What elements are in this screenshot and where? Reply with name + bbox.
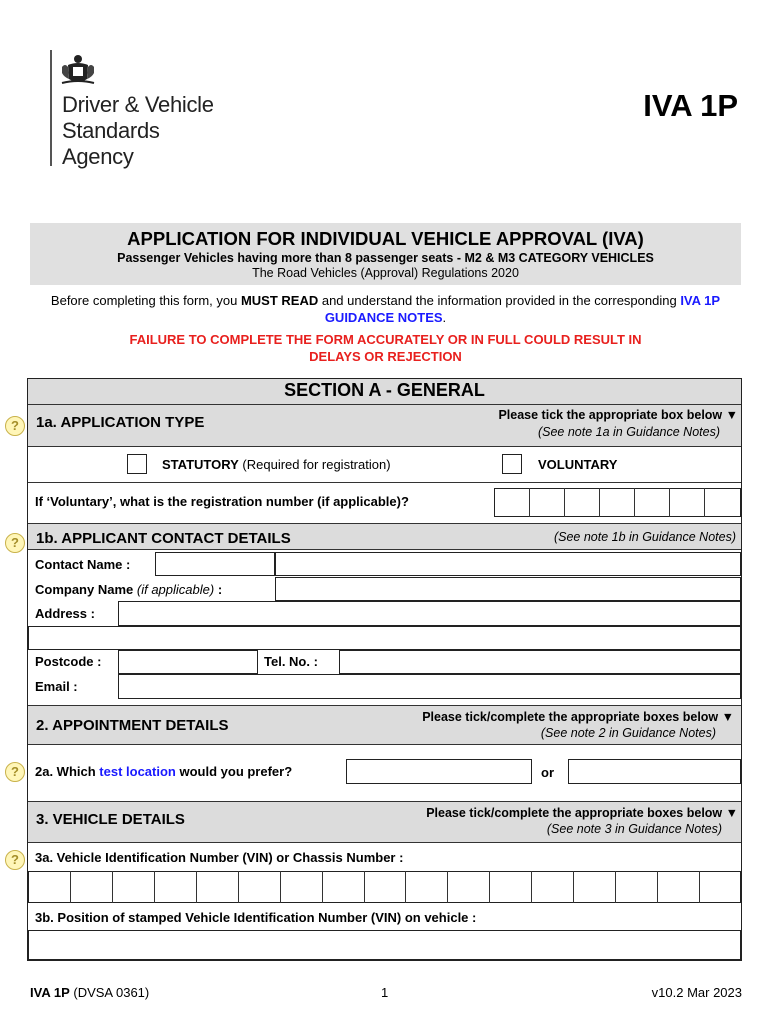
tel-input[interactable]	[339, 650, 741, 674]
address-input-2[interactable]	[28, 626, 741, 650]
help-question-icon[interactable]: ?	[5, 762, 25, 782]
contact-heading: 1b. APPLICANT CONTACT DETAILS	[36, 530, 291, 547]
vin-input[interactable]	[28, 871, 741, 903]
tel-label: Tel. No. :	[264, 654, 318, 669]
must-read: MUST READ	[240, 293, 319, 308]
company-name-note: (if applicable)	[136, 582, 215, 597]
vin-cell-divider	[112, 871, 113, 903]
test-location-input-1[interactable]	[346, 759, 532, 784]
vin-cell-divider	[238, 871, 239, 903]
guidance-notes-link[interactable]: IVA 1P GUIDANCE NOTES	[324, 293, 721, 325]
statutory-sub: (Required for registration)	[238, 457, 391, 472]
vin-cell-divider	[657, 871, 658, 903]
appointment-note: (See note 2 in Guidance Notes)	[540, 726, 716, 740]
contact-name-label: Contact Name :	[35, 557, 131, 572]
contact-name-input-2[interactable]	[275, 552, 741, 576]
reg-cell-divider	[564, 488, 565, 517]
vin-cell-divider	[531, 871, 532, 903]
email-label: Email :	[35, 679, 78, 694]
app-type-heading: 1a. APPLICATION TYPE	[36, 414, 205, 431]
address-label: Address :	[35, 606, 95, 621]
statutory-label-text: STATUTORY	[162, 457, 239, 472]
vin-cell-divider	[489, 871, 490, 903]
company-name-label	[35, 582, 222, 597]
warning-text	[30, 332, 741, 365]
vin-cell-divider	[70, 871, 71, 903]
vin-cell-divider	[573, 871, 574, 903]
location-q-before: 2a. Which	[35, 764, 100, 779]
test-location-question	[35, 764, 292, 779]
page-number: 1	[381, 985, 389, 1000]
or-label: or	[541, 765, 554, 780]
warning-line-1: FAILURE TO COMPLETE THE FORM ACCURATELY OR IN FULL COULD RESULT IN	[129, 332, 642, 347]
statutory-label	[162, 457, 391, 472]
form-title: APPLICATION FOR INDIVIDUAL VEHICLE APPROVAL (IVA)	[127, 228, 644, 249]
vin-cell-divider	[322, 871, 323, 903]
vehicle-note: (See note 3 in Guidance Notes)	[546, 822, 722, 836]
intro-middle: and understand the information provided in the corresponding	[318, 293, 681, 308]
location-q-after: would you prefer?	[175, 764, 293, 779]
vin-position-label: 3b. Position of stamped Vehicle Identification Number (VIN) on vehicle :	[35, 910, 477, 925]
app-type-hint: Please tick the appropriate box below ▼	[498, 408, 738, 422]
reg-cell-divider	[634, 488, 635, 517]
warning-line-2: DELAYS OR REJECTION	[309, 348, 462, 364]
voluntary-checkbox[interactable]	[502, 454, 522, 474]
intro-before: Before completing this form, you	[50, 293, 241, 308]
section-a-title: SECTION A - GENERAL	[284, 380, 485, 400]
vin-cell-divider	[615, 871, 616, 903]
contact-name-input[interactable]	[155, 552, 275, 576]
vin-position-input[interactable]	[28, 930, 741, 960]
appointment-heading: 2. APPOINTMENT DETAILS	[36, 717, 229, 734]
vin-cell-divider	[699, 871, 700, 903]
statutory-checkbox[interactable]	[127, 454, 147, 474]
app-type-divider	[28, 482, 741, 483]
logo-divider	[50, 50, 52, 166]
title-banner	[30, 223, 741, 285]
help-question-icon[interactable]: ?	[5, 416, 25, 436]
reg-cell-divider	[529, 488, 530, 517]
test-location-link[interactable]: test location	[99, 764, 176, 779]
footer-ref: (DVSA 0361)	[69, 985, 150, 1000]
intro-text	[30, 292, 741, 326]
agency-name	[62, 92, 214, 170]
reg-cell-divider	[704, 488, 705, 517]
vin-cell-divider	[280, 871, 281, 903]
royal-crest-icon	[60, 53, 96, 87]
footer-code	[30, 985, 149, 1000]
postcode-input[interactable]	[118, 650, 258, 674]
agency-line-1: Driver & Vehicle	[62, 92, 214, 117]
appointment-hint: Please tick/complete the appropriate boxes below ▼	[422, 710, 734, 724]
vehicle-hint: Please tick/complete the appropriate boxes below ▼	[426, 806, 738, 820]
help-question-icon[interactable]: ?	[5, 850, 25, 870]
vin-cell-divider	[154, 871, 155, 903]
form-code: IVA 1P	[643, 88, 738, 123]
agency-line-3: Agency	[62, 144, 134, 169]
intro-end: .	[442, 310, 447, 325]
vin-label: 3a. Vehicle Identification Number (VIN) or Chassis Number :	[35, 850, 404, 865]
voluntary-label: VOLUNTARY	[538, 457, 618, 472]
company-colon: :	[214, 582, 223, 597]
reg-cell-divider	[599, 488, 600, 517]
contact-note: (See note 1b in Guidance Notes)	[553, 530, 736, 544]
agency-line-2: Standards	[62, 118, 160, 143]
postcode-label: Postcode :	[35, 654, 102, 669]
app-type-note: (See note 1a in Guidance Notes)	[537, 425, 720, 439]
reg-question: If ‘Voluntary’, what is the registration number (if applicable)?	[35, 494, 409, 509]
regulation-text: The Road Vehicles (Approval) Regulations 2020	[252, 266, 519, 280]
vin-cell-divider	[447, 871, 448, 903]
footer-form-code: IVA 1P	[30, 985, 70, 1000]
vin-cell-divider	[196, 871, 197, 903]
form-subtitle: Passenger Vehicles having more than 8 passenger seats - M2 & M3 CATEGORY VEHICLES	[117, 251, 654, 265]
help-question-icon[interactable]: ?	[5, 533, 25, 553]
reg-cell-divider	[669, 488, 670, 517]
version-text: v10.2 Mar 2023	[651, 985, 742, 1000]
vin-cell-divider	[405, 871, 406, 903]
vin-cell-divider	[364, 871, 365, 903]
email-input[interactable]	[118, 674, 741, 699]
address-input-1[interactable]	[118, 601, 741, 626]
section-title-divider	[28, 404, 741, 405]
company-name-input[interactable]	[275, 577, 741, 601]
company-name-text: Company Name	[35, 582, 134, 597]
vehicle-heading: 3. VEHICLE DETAILS	[36, 811, 185, 828]
test-location-input-2[interactable]	[568, 759, 741, 784]
